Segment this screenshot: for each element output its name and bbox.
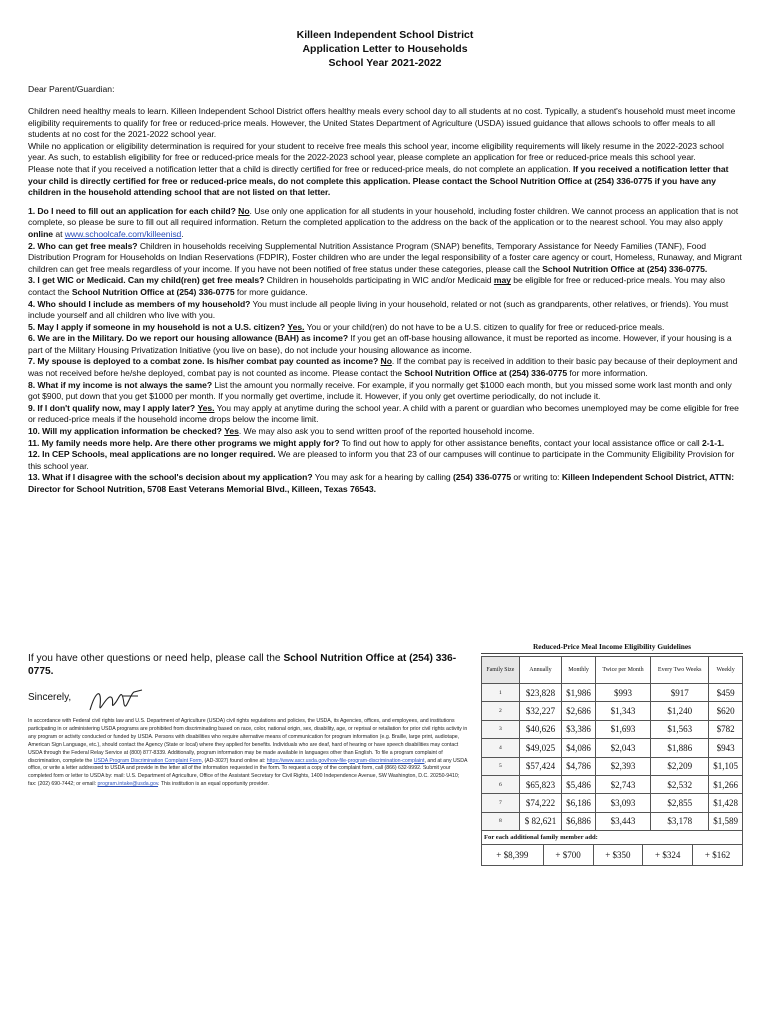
income-cell: $3,443	[595, 812, 650, 830]
income-cell: $6,186	[562, 794, 596, 812]
faq-13-address: Killeen Independent School District, ATTN: Director for School Nutrition, 5708 East Veterans Memorial Blvd., Killeen, Texas 76543.	[28, 472, 735, 494]
faq-3-answer: Children in households participating in WIC and/or Medicaid	[264, 275, 494, 286]
intake-email-link[interactable]: program.intake@usda.gov	[97, 781, 159, 788]
faq-1-end: .	[181, 228, 184, 239]
faq-4-question: 4. Who should I include as members of my household?	[28, 298, 251, 309]
letter-page	[28, 28, 742, 496]
guidelines-row	[482, 720, 743, 738]
faq-10	[28, 426, 742, 438]
income-cell: $57,424	[519, 757, 561, 775]
income-cell: $3,386	[562, 720, 596, 738]
header-annually: Annually	[519, 657, 561, 684]
faq-3-office: School Nutrition Office at (254) 336-0775	[71, 286, 235, 297]
faq-1-at: at	[53, 228, 65, 239]
faq-3	[28, 275, 742, 298]
intro-paragraph-1: Children need healthy meals to learn. Killeen Independent School District offers healthy meals every school day to all students at no cost. Typically, a student's household must meet income eligibility requirements to qualify for free or reduced-price meals. However, the United States Department of Agriculture (USDA) issued guidance that allows schools to offer meals to all students at no cost for the 2021-2022 school year.	[28, 106, 736, 140]
faq-7	[28, 356, 742, 379]
income-cell: $1,428	[709, 794, 743, 812]
income-cell: $23,828	[519, 684, 561, 702]
faq-13-answer-b: or writing to:	[511, 472, 562, 483]
faq-11-question: 11. My family needs more help. Are there other programs we might apply for?	[28, 437, 340, 448]
faq-10-question: 10. Will my application information be checked?	[28, 426, 222, 437]
letter-header	[28, 28, 742, 70]
family-size-cell: 3	[482, 720, 520, 738]
faq-7-question: 7. My spouse is deployed to a combat zone. Is his/her combat pay counted as income?	[28, 356, 379, 367]
additional-member-table	[481, 844, 743, 866]
additional-member-row	[482, 845, 743, 866]
complaint-url-link[interactable]: https://www.ascr.usda.gov/how-file-program-discrimination-complaint	[266, 757, 425, 764]
income-cell: $1,986	[562, 684, 596, 702]
faq-3-answer-b: be eligible for free or reduced-price meals. You may also contact the	[28, 275, 725, 297]
faq-11-answer: To find out how to apply for other assistance benefits, contact your local assistance office or call	[339, 437, 702, 448]
income-cell: $1,343	[595, 702, 650, 720]
faq-12-answer: We are pleased to inform you that 23 of our campuses will continue to participate in the Community Eligibility Provision for this school year.	[28, 449, 735, 471]
income-cell: $32,227	[519, 702, 561, 720]
income-cell: $2,532	[651, 775, 709, 793]
faq-4	[28, 299, 742, 322]
income-cell: $1,266	[709, 775, 743, 793]
intro-note: Please note that if you received a notification letter that a child is directly certified for free or reduced-price meals, do not complete an application.	[28, 163, 573, 174]
faq-11-number: 2-1-1.	[702, 437, 725, 448]
faq-11	[28, 438, 742, 450]
nondisc-text-d: . This institution is an equal opportunity provider.	[158, 781, 269, 788]
family-size-cell: 6	[482, 775, 520, 793]
faq-1-no: No	[238, 205, 250, 216]
faq-10-answer: . We may also ask you to send written proof of the reported household income.	[238, 426, 535, 437]
signature-image	[86, 684, 146, 718]
faq-12-question: 12. In CEP Schools, meal applications are no longer required.	[28, 449, 276, 460]
nondisc-text-c: , and at any USDA office, or write a letter addressed to USDA and provide in the letter all of the information requested in the form. To request a copy of the complaint form, call (866) 632-9992. Submit your completed form or letter to USDA by: mail: U.S. Department of Agriculture, Office of the Assistant Secretary for Civil Rights, 1400 Independence Avenue, SW Washington, D.C. 20250-9410; fax: (202) 690-7442; or email:	[28, 757, 468, 788]
faq-10-yes: Yes	[224, 426, 239, 437]
faq-2-answer: Children in households receiving Supplemental Nutrition Assistance Program (SNAP) benefits, Temporary Assistance for Needy Families (TANF), Food Distribution Program for Households on Indian Reservations (FDPIR), Foster children who are under the legal responsibility of a foster care agency or court, Homeless, Runaway, and Migrant children can get free meals regardless of your income. If you have not been notified of free status under these categories, please call the	[28, 240, 742, 274]
income-cell: $74,222	[519, 794, 561, 812]
district-title: Killeen Independent School District	[296, 29, 474, 41]
family-size-cell: 4	[482, 739, 520, 757]
letter-title: Application Letter to Households	[302, 43, 468, 55]
family-size-cell: 1	[482, 684, 520, 702]
income-cell: $65,823	[519, 775, 561, 793]
faq-6-answer: If you get an off-base housing allowance, it must be reported as income. However, if your housing is a part of the Military Housing Privatization Initiative (you live on base), do not include your housing allowance as income.	[28, 333, 732, 355]
intro-paragraph-2: While no application or eligibility determination is required for your student to receive free meals this school year, income eligibility requirements will likely resume in the 2022-2023 school year. As such, to establish eligibility for free or reduced-price meals for the 2022-2023 school year, please complete an application for free or reduced-price meals this school year.	[28, 140, 724, 163]
addl-weekly: + $162	[693, 845, 743, 866]
faq-13	[28, 472, 742, 495]
income-cell: $2,209	[651, 757, 709, 775]
faq-5-question: 5. May I apply if someone in my household is not a U.S. citizen?	[28, 321, 286, 332]
faq-2	[28, 241, 742, 276]
faq-7-answer-b: for more information.	[567, 368, 648, 379]
guidelines-row	[482, 739, 743, 757]
income-cell: $4,786	[562, 757, 596, 775]
faq-5-answer: You or your child(ren) do not have to be a U.S. citizen to qualify for free or reduced-price meals.	[304, 321, 665, 332]
salutation: Dear Parent/Guardian:	[28, 84, 115, 94]
faq-13-answer: You may ask for a hearing by calling	[312, 472, 453, 483]
addl-every-two-weeks: + $324	[643, 845, 693, 866]
faq-1	[28, 206, 742, 241]
income-cell: $2,686	[562, 702, 596, 720]
guidelines-title: Reduced-Price Meal Income Eligibility Guidelines	[481, 642, 743, 654]
sincerely-block	[28, 692, 468, 716]
faq-9-question: 9. If I don't qualify now, may I apply later?	[28, 402, 196, 413]
faq-8	[28, 380, 742, 403]
faq-1-online: online	[28, 228, 54, 239]
family-size-cell: 2	[482, 702, 520, 720]
faq-2-question: 2. Who can get free meals?	[28, 240, 138, 251]
faq-2-office: School Nutrition Office at (254) 336-0775.	[542, 263, 708, 274]
contact-text: If you have other questions or need help, please call the	[28, 653, 284, 664]
faq-7-no: No	[380, 356, 392, 367]
intro-paragraph-3	[28, 164, 742, 199]
income-cell: $ 82,621	[519, 812, 561, 830]
income-cell: $5,486	[562, 775, 596, 793]
income-cell: $943	[709, 739, 743, 757]
faq-1-question: 1. Do I need to fill out an application for each child?	[28, 205, 236, 216]
addl-monthly: + $700	[543, 845, 593, 866]
income-cell: $782	[709, 720, 743, 738]
schoolcafe-link[interactable]: www.schoolcafe.com/killeenisd	[64, 228, 182, 239]
nondiscrimination-statement	[28, 718, 468, 789]
faq-9-yes: Yes.	[197, 402, 215, 413]
guidelines-row	[482, 794, 743, 812]
faq-7-answer: . If the combat pay is received in addition to their basic pay because of their deployment and was not received before he/she deployed, combat pay is not counted as income. Please contact the	[28, 356, 738, 379]
faq-8-answer: List the amount you normally receive. For example, if you normally get $1000 each month, but you missed some work last month and only got $900, put down that you get $1000 per month. If you normally get overtime, include it. However, if you only get overtime periodically, do not include it.	[28, 379, 732, 402]
header-monthly: Monthly	[562, 657, 596, 684]
faq-12	[28, 449, 742, 472]
income-cell: $2,855	[651, 794, 709, 812]
income-cell: $1,240	[651, 702, 709, 720]
addl-twice-per-month: + $350	[593, 845, 643, 866]
income-guidelines	[481, 642, 743, 866]
income-cell: $2,393	[595, 757, 650, 775]
income-cell: $2,743	[595, 775, 650, 793]
income-cell: $40,626	[519, 720, 561, 738]
income-cell: $49,025	[519, 739, 561, 757]
faq-4-answer: You must include all people living in your household, related or not (such as grandparents, other relatives, or friends). You must include yourself and all children who live with you.	[28, 298, 729, 321]
faq-13-phone: (254) 336-0775	[453, 472, 512, 483]
income-cell: $620	[709, 702, 743, 720]
footer-section	[28, 652, 468, 789]
faq-6-question: 6. We are in the Military. Do we report our housing allowance (BAH) as income?	[28, 333, 349, 344]
income-cell: $4,086	[562, 739, 596, 757]
family-size-cell: 5	[482, 757, 520, 775]
addl-annually: + $8,399	[482, 845, 544, 866]
guidelines-row	[482, 812, 743, 830]
faq-8-question: 8. What if my income is not always the same?	[28, 379, 213, 390]
letter-body	[28, 106, 742, 496]
faq-1-answer: . Use only one application for all students in your household, including foster children. We cannot process an application that is not complete, so please be sure to fill out all required information. Return the completed application to the address on the back of the application or to the nearest school. You may also apply	[28, 205, 739, 228]
contact-office: School Nutrition Office at (254) 336-0775.	[28, 653, 457, 677]
faq-6	[28, 333, 742, 356]
income-cell: $1,589	[709, 812, 743, 830]
guidelines-row	[482, 775, 743, 793]
faq-9	[28, 403, 742, 426]
contact-line	[28, 652, 468, 678]
income-cell: $6,886	[562, 812, 596, 830]
faq-5	[28, 322, 742, 334]
income-cell: $917	[651, 684, 709, 702]
guidelines-table	[481, 656, 743, 831]
intro-note-bold: If you received a notification letter that your child is directly certified for free or reduced-price meals, do not complete this application. Please contact the School Nutrition Office at (254) 336-0775 if you have any children in the household attending school that are not listed on that letter.	[28, 163, 729, 198]
school-year: School Year 2021-2022	[328, 57, 442, 69]
guidelines-row	[482, 702, 743, 720]
header-twice-per-month: Twice per Month	[595, 657, 650, 684]
faq-13-question: 13. What if I disagree with the school's decision about my application?	[28, 472, 313, 483]
income-cell: $3,178	[651, 812, 709, 830]
sincerely-text: Sincerely,	[28, 692, 72, 703]
family-size-cell: 8	[482, 812, 520, 830]
guidelines-header-row	[482, 657, 743, 684]
guidelines-row	[482, 684, 743, 702]
income-cell: $993	[595, 684, 650, 702]
faq-9-answer: You may apply at anytime during the school year. A child with a parent or guardian who becomes unemployed may be come eligible for free or reduced-price meals if the household income drops below the income limit.	[28, 402, 739, 425]
faq-3-question: 3. I get WIC or Medicaid. Can my child(ren) get free meals?	[28, 275, 265, 286]
nondisc-text-b: , (AD-3027) found online at:	[201, 757, 267, 764]
faq-3-may: may	[493, 275, 511, 286]
income-cell: $1,105	[709, 757, 743, 775]
faq-5-yes: Yes.	[287, 321, 305, 332]
guidelines-row	[482, 757, 743, 775]
faq-3-answer-c: for more guidance.	[234, 286, 308, 297]
additional-member-label: For each additional family member add:	[481, 831, 743, 844]
faq-7-office: School Nutrition Office at (254) 336-0775	[404, 368, 568, 379]
nondisc-text-a: In accordance with Federal civil rights law and U.S. Department of Agriculture (USDA) civil rights regulations and policies, the USDA, its Agencies, offices, and employees, and institutions participating in or administering USDA programs are prohibited from discriminating based on race, color, national origin, sex, disability, age, or reprisal or retaliation for prior civil rights activity in any program or activity conducted or funded by USDA. Persons with disabilities who require alternative means of communication for program information (e.g. Braille, large print, audiotape, American Sign Language, etc.), should contact the Agency (State or local) where they applied for benefits. Individuals who are deaf, hard of hearing or have speech disabilities may contact USDA through the Federal Relay Service at (800) 877-8339. Additionally, program information may be made available in languages other than English. To file a program complaint of discrimination, complete the	[28, 718, 468, 764]
income-cell: $3,093	[595, 794, 650, 812]
income-cell: $1,886	[651, 739, 709, 757]
family-size-cell: 7	[482, 794, 520, 812]
complaint-form-link[interactable]: USDA Program Discrimination Complaint Form	[93, 757, 202, 764]
income-cell: $2,043	[595, 739, 650, 757]
income-cell: $459	[709, 684, 743, 702]
header-weekly: Weekly	[709, 657, 743, 684]
header-family-size: Family Size	[482, 657, 520, 684]
income-cell: $1,693	[595, 720, 650, 738]
header-every-two-weeks: Every Two Weeks	[651, 657, 709, 684]
income-cell: $1,563	[651, 720, 709, 738]
